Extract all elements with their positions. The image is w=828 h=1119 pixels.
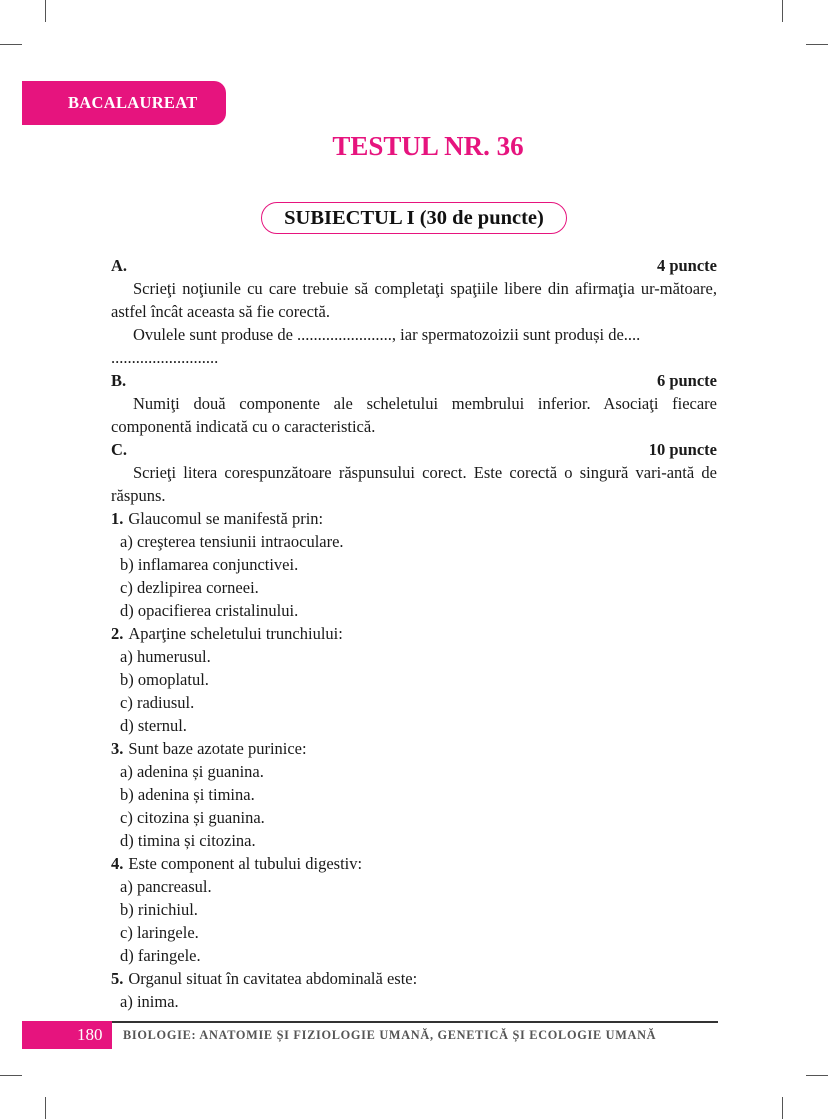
section-c-header bbox=[111, 438, 717, 461]
question-list bbox=[111, 507, 717, 1013]
answer-option: c) radiusul. bbox=[120, 693, 195, 712]
section-label: B. bbox=[111, 371, 127, 390]
answer-option: a) pancreasul. bbox=[120, 877, 212, 896]
exam-content bbox=[111, 254, 717, 1013]
question-text: Este component al tubului digestiv: bbox=[128, 854, 363, 873]
answer-option: b) adenina și timina. bbox=[120, 785, 255, 804]
crop-mark bbox=[0, 44, 22, 45]
crop-mark bbox=[806, 1075, 828, 1076]
crop-mark bbox=[0, 1075, 22, 1076]
footer-running-title: BIOLOGIE: ANATOMIE ȘI FIZIOLOGIE UMANĂ, GENETICĂ ȘI ECOLOGIE UMANĂ bbox=[123, 1028, 657, 1042]
question-number: 3. bbox=[111, 739, 124, 758]
question-stem bbox=[111, 967, 717, 990]
section-label: C. bbox=[111, 440, 128, 459]
footer-divider bbox=[112, 1021, 718, 1023]
question-stem bbox=[111, 737, 717, 760]
answer-option: a) inima. bbox=[120, 992, 179, 1011]
section-a-sentence: Ovulele sunt produse de ......................., iar spermatozoizii sunt produși de.... bbox=[133, 325, 641, 344]
answer-option: a) adenina și guanina. bbox=[120, 762, 264, 781]
question-item bbox=[111, 852, 717, 967]
answer-option: d) timina și citozina. bbox=[120, 831, 256, 850]
answer-option: d) opacifierea cristalinului. bbox=[120, 601, 299, 620]
question-number: 1. bbox=[111, 509, 124, 528]
crop-mark bbox=[782, 1097, 783, 1119]
section-a-dots: .......................... bbox=[111, 348, 219, 367]
crop-mark bbox=[782, 0, 783, 22]
question-text: Aparţine scheletului trunchiului: bbox=[128, 624, 343, 643]
section-label: A. bbox=[111, 256, 128, 275]
section-b-header bbox=[111, 369, 717, 392]
question-stem bbox=[111, 622, 717, 645]
answer-option: c) laringele. bbox=[120, 923, 199, 942]
section-a-instruction: Scrieţi noţiunile cu care trebuie să completaţi spaţiile libere din afirmaţia ur-mătoare, astfel încât aceasta să fie corectă. bbox=[111, 279, 717, 321]
section-a-header bbox=[111, 254, 717, 277]
answer-option: b) omoplatul. bbox=[120, 670, 209, 689]
question-item bbox=[111, 737, 717, 852]
question-number: 5. bbox=[111, 969, 124, 988]
answer-option: c) citozina și guanina. bbox=[120, 808, 265, 827]
section-points: 10 puncte bbox=[648, 440, 717, 459]
page-title: TESTUL NR. 36 bbox=[332, 131, 524, 161]
answer-option: d) faringele. bbox=[120, 946, 201, 965]
question-number: 4. bbox=[111, 854, 124, 873]
section-points: 4 puncte bbox=[656, 256, 717, 275]
question-stem bbox=[111, 507, 717, 530]
answer-option: a) creşterea tensiunii intraoculare. bbox=[120, 532, 344, 551]
answer-option: a) humerusul. bbox=[120, 647, 211, 666]
question-text: Sunt baze azotate purinice: bbox=[128, 739, 307, 758]
question-text: Glaucomul se manifestă prin: bbox=[128, 509, 324, 528]
subject-heading: SUBIECTUL I (30 de puncte) bbox=[261, 202, 567, 234]
question-stem bbox=[111, 852, 717, 875]
question-item bbox=[111, 967, 717, 1013]
crop-mark bbox=[806, 44, 828, 45]
question-number: 2. bbox=[111, 624, 124, 643]
question-item bbox=[111, 507, 717, 622]
section-points: 6 puncte bbox=[656, 371, 717, 390]
page-number: 180 bbox=[77, 1025, 103, 1044]
question-item bbox=[111, 622, 717, 737]
answer-option: b) rinichiul. bbox=[120, 900, 198, 919]
answer-option: d) sternul. bbox=[120, 716, 187, 735]
answer-option: b) inflamarea conjunctivei. bbox=[120, 555, 299, 574]
exam-tag: BACALAUREAT bbox=[22, 81, 226, 125]
question-text: Organul situat în cavitatea abdominală este: bbox=[128, 969, 418, 988]
crop-mark bbox=[45, 1097, 46, 1119]
answer-option: c) dezlipirea corneei. bbox=[120, 578, 259, 597]
crop-mark bbox=[45, 0, 46, 22]
section-c-instruction: Scrieţi litera corespunzătoare răspunsului corect. Este corectă o singură vari-antă de răspuns. bbox=[111, 463, 717, 505]
section-b-instruction: Numiţi două componente ale scheletului membrului inferior. Asociaţi fiecare componentă indicată cu o caracteristică. bbox=[111, 394, 717, 436]
